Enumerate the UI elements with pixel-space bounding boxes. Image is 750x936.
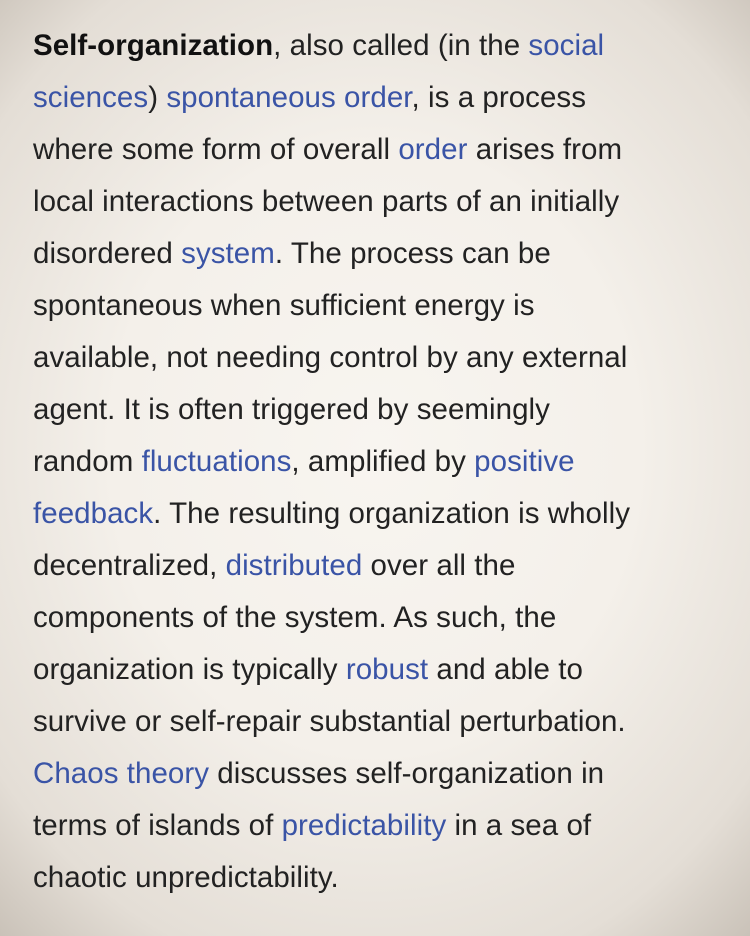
- paragraph-line: [33, 852, 733, 904]
- paragraph-text: local interactions between parts of an initially: [33, 185, 620, 218]
- article-paragraph: [33, 20, 733, 904]
- paragraph-line: [33, 20, 733, 72]
- paragraph-line: [33, 176, 733, 228]
- paragraph-text: decentralized,: [33, 549, 226, 582]
- order-link[interactable]: order: [398, 133, 468, 166]
- spontaneous-order-link[interactable]: spontaneous order: [166, 81, 412, 114]
- paragraph-line: [33, 124, 733, 176]
- paragraph-text: discusses self-organization in: [209, 757, 605, 790]
- social-sciences-link[interactable]: social: [528, 29, 605, 62]
- social-sciences-link[interactable]: sciences: [33, 81, 149, 114]
- paragraph-text: components of the system. As such, the: [33, 601, 557, 634]
- paragraph-text: , amplified by: [291, 445, 475, 478]
- paragraph-text: ): [148, 81, 167, 114]
- paragraph-text: . The process can be: [274, 237, 551, 270]
- distributed-link[interactable]: distributed: [225, 549, 363, 582]
- paragraph-text: and able to: [428, 653, 583, 686]
- paragraph-line: [33, 280, 733, 332]
- paragraph-text: , also called (in the: [273, 29, 529, 62]
- paragraph-text: spontaneous when sufficient energy is: [33, 289, 535, 322]
- article-title-term: Self-organization: [33, 29, 274, 62]
- paragraph-text: where some form of overall: [33, 133, 399, 166]
- paragraph-text: , is a process: [411, 81, 587, 114]
- paragraph-text: terms of islands of: [33, 809, 282, 842]
- paragraph-text: chaotic unpredictability.: [33, 861, 339, 894]
- paragraph-text: available, not needing control by any external: [33, 341, 628, 374]
- paragraph-line: [33, 592, 733, 644]
- paragraph-text: random: [33, 445, 142, 478]
- paragraph-text: over all the: [362, 549, 516, 582]
- paragraph-text: survive or self-repair substantial perturbation.: [33, 705, 626, 738]
- positive-feedback-link[interactable]: feedback: [33, 497, 154, 530]
- paragraph-text: organization is typically: [33, 653, 346, 686]
- paragraph-text: arises from: [467, 133, 623, 166]
- system-link[interactable]: system: [181, 237, 275, 270]
- paragraph-line: [33, 644, 733, 696]
- paragraph-line: [33, 228, 733, 280]
- paragraph-line: [33, 540, 733, 592]
- paragraph-text: agent. It is often triggered by seemingly: [33, 393, 550, 426]
- paragraph-text: disordered: [33, 237, 182, 270]
- paragraph-line: [33, 436, 733, 488]
- paragraph-line: [33, 748, 733, 800]
- robust-link[interactable]: robust: [345, 653, 429, 686]
- paragraph-line: [33, 332, 733, 384]
- paragraph-line: [33, 72, 733, 124]
- paragraph-line: [33, 384, 733, 436]
- predictability-link[interactable]: predictability: [281, 809, 447, 842]
- paragraph-line: [33, 488, 733, 540]
- chaos-theory-link[interactable]: Chaos theory: [33, 757, 210, 790]
- paragraph-line: [33, 696, 733, 748]
- paragraph-text: in a sea of: [446, 809, 592, 842]
- paragraph-text: . The resulting organization is wholly: [153, 497, 631, 530]
- fluctuations-link[interactable]: fluctuations: [141, 445, 292, 478]
- positive-feedback-link[interactable]: positive: [474, 445, 575, 478]
- paragraph-line: [33, 800, 733, 852]
